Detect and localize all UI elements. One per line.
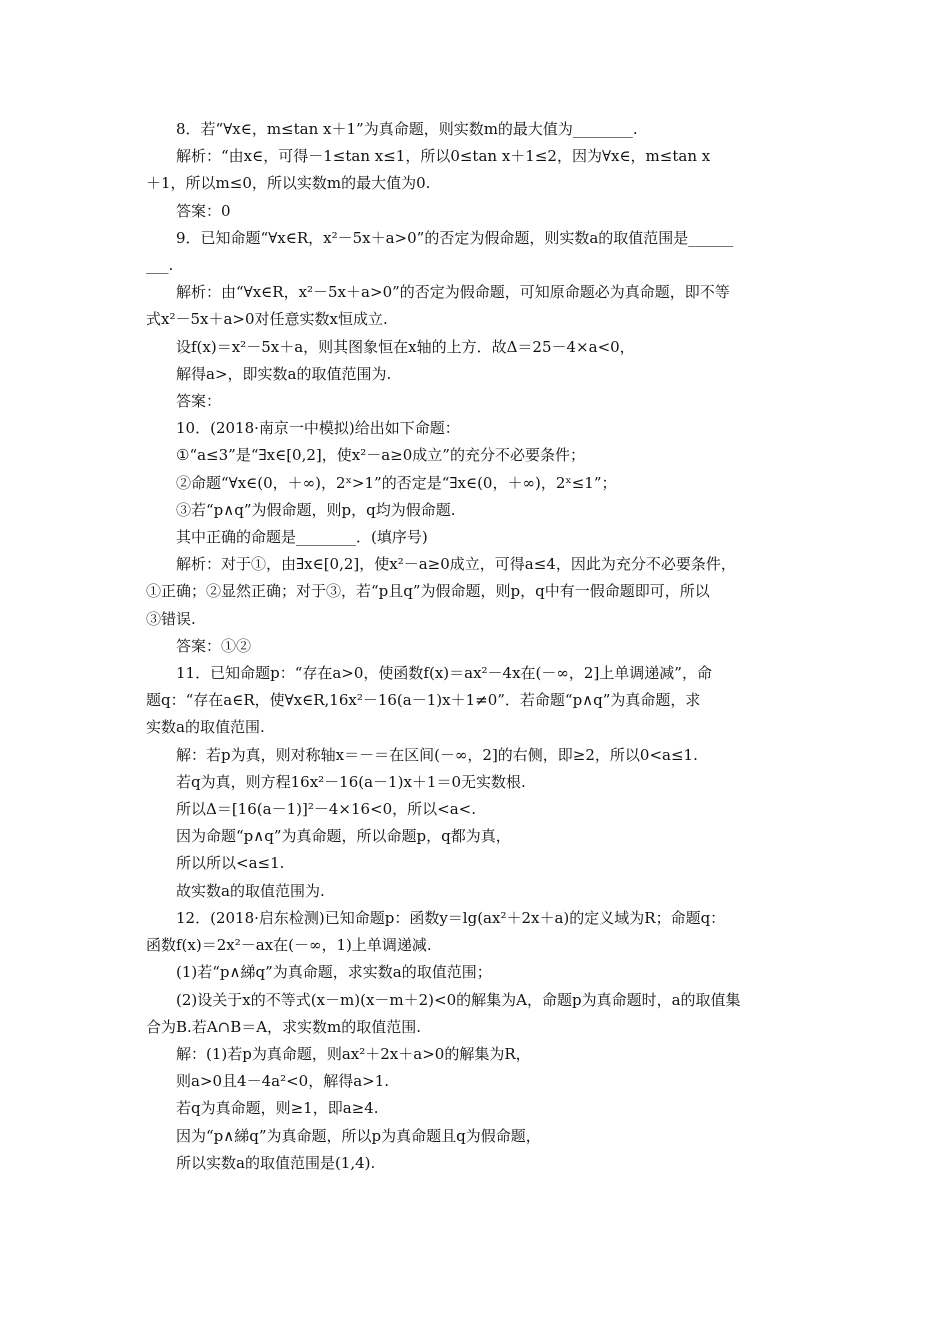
text-line: (1)若“p∧綈q”为真命题，求实数a的取值范围； [176,963,492,982]
text-line: 解析：“由x∈，可得－1≤tan x≤1，所以0≤tan x＋1≤2，因为∀x∈，m≤tan x [176,147,711,166]
text-line: 设f(x)＝x²－5x＋a，则其图象恒在x轴的上方．故Δ＝25－4×a<0， [176,337,635,356]
text-line: ①正确；②显然正确；对于③，若“p且q”为假命题，则p，q中有一假命题即可，所以 [146,582,710,601]
text-line: 解析：对于①，由∃x∈[0,2]，使x²－a≥0成立，可得a≤4，因此为充分不必要条件， [176,555,736,574]
text-line: 所以所以<a≤1. [176,854,285,873]
text-line: ___. [146,256,174,275]
text-line: 11．已知命题p：“存在a>0，使函数f(x)＝ax²－4x在(－∞，2]上单调递减”，命 [176,664,712,683]
text-line: 解：(1)若p为真命题，则ax²＋2x＋a>0的解集为R， [176,1044,531,1063]
text-line: 若q为真命题，则≥1，即a≥4. [176,1099,379,1118]
text-line: 因为“p∧綈q”为真命题，所以p为真命题且q为假命题， [176,1126,541,1145]
text-line: 函数f(x)＝2x²－ax在(－∞，1)上单调递减. [146,936,432,955]
text-line: 实数a的取值范围. [146,718,265,737]
text-line: 若q为真，则方程16x²－16(a－1)x＋1＝0无实数根. [176,772,526,791]
text-line: 答案： [176,392,222,411]
text-line: ③错误. [146,609,196,628]
text-line: 8．若“∀x∈，m≤tan x＋1”为真命题，则实数m的最大值为________. [176,120,638,138]
text-line: 所以Δ＝[16(a－1)]²－4×16<0，所以<a<. [176,800,476,819]
text-line: ①“a≤3”是“∃x∈[0,2]，使x²－a≥0成立”的充分不必要条件； [176,446,585,465]
text-line: 则a>0且4－4a²<0，解得a>1. [176,1072,390,1091]
text-line: 答案：①② [176,636,252,655]
text-line: 故实数a的取值范围为. [176,881,325,900]
text-line: 因为命题“p∧q”为真命题，所以命题p，q都为真， [176,827,511,846]
text-line: 解得a>，即实数a的取值范围为. [176,364,392,383]
text-line: 12．(2018·启东检测)已知命题p：函数y＝lg(ax²＋2x＋a)的定义域为R；命题q： [176,908,726,927]
text-line: 解析：由“∀x∈R，x²－5x＋a>0”的否定为假命题，可知原命题必为真命题，即不等 [176,283,730,302]
text-line: 10．(2018·南京一中模拟)给出如下命题： [176,419,460,438]
text-line: ＋1，所以m≤0，所以实数m的最大值为0. [146,174,431,193]
document-body [146,116,814,1177]
text-line: ③若“p∧q”为假命题，则p，q均为假命题. [176,500,456,519]
text-line: (2)设关于x的不等式(x－m)(x－m＋2)<0的解集为A，命题p为真命题时，a的取值集 [176,990,741,1009]
text-line: 题q：“存在a∈R，使∀x∈R,16x²－16(a－1)x＋1≠0”．若命题“p∧q”为真命题，求 [146,691,701,710]
text-line: 答案：0 [176,201,231,220]
text-line: 式x²－5x＋a>0对任意实数x恒成立. [146,310,388,329]
text-line: ②命题“∀x∈(0，＋∞)，2ˣ>1”的否定是“∃x∈(0，＋∞)，2ˣ≤1”； [176,473,617,492]
text-line: 9．已知命题“∀x∈R，x²－5x＋a>0”的否定为假命题，则实数a的取值范围是______ [176,228,734,247]
text-line: 其中正确的命题是________．(填序号) [176,528,428,547]
text-line: 所以实数a的取值范围是(1,4). [176,1153,376,1172]
text-line: 合为B.若A∩B＝A，求实数m的取值范围. [146,1017,422,1036]
text-line: 解：若p为真，则对称轴x＝－＝在区间(－∞，2]的右侧，即≥2，所以0<a≤1. [176,745,698,764]
